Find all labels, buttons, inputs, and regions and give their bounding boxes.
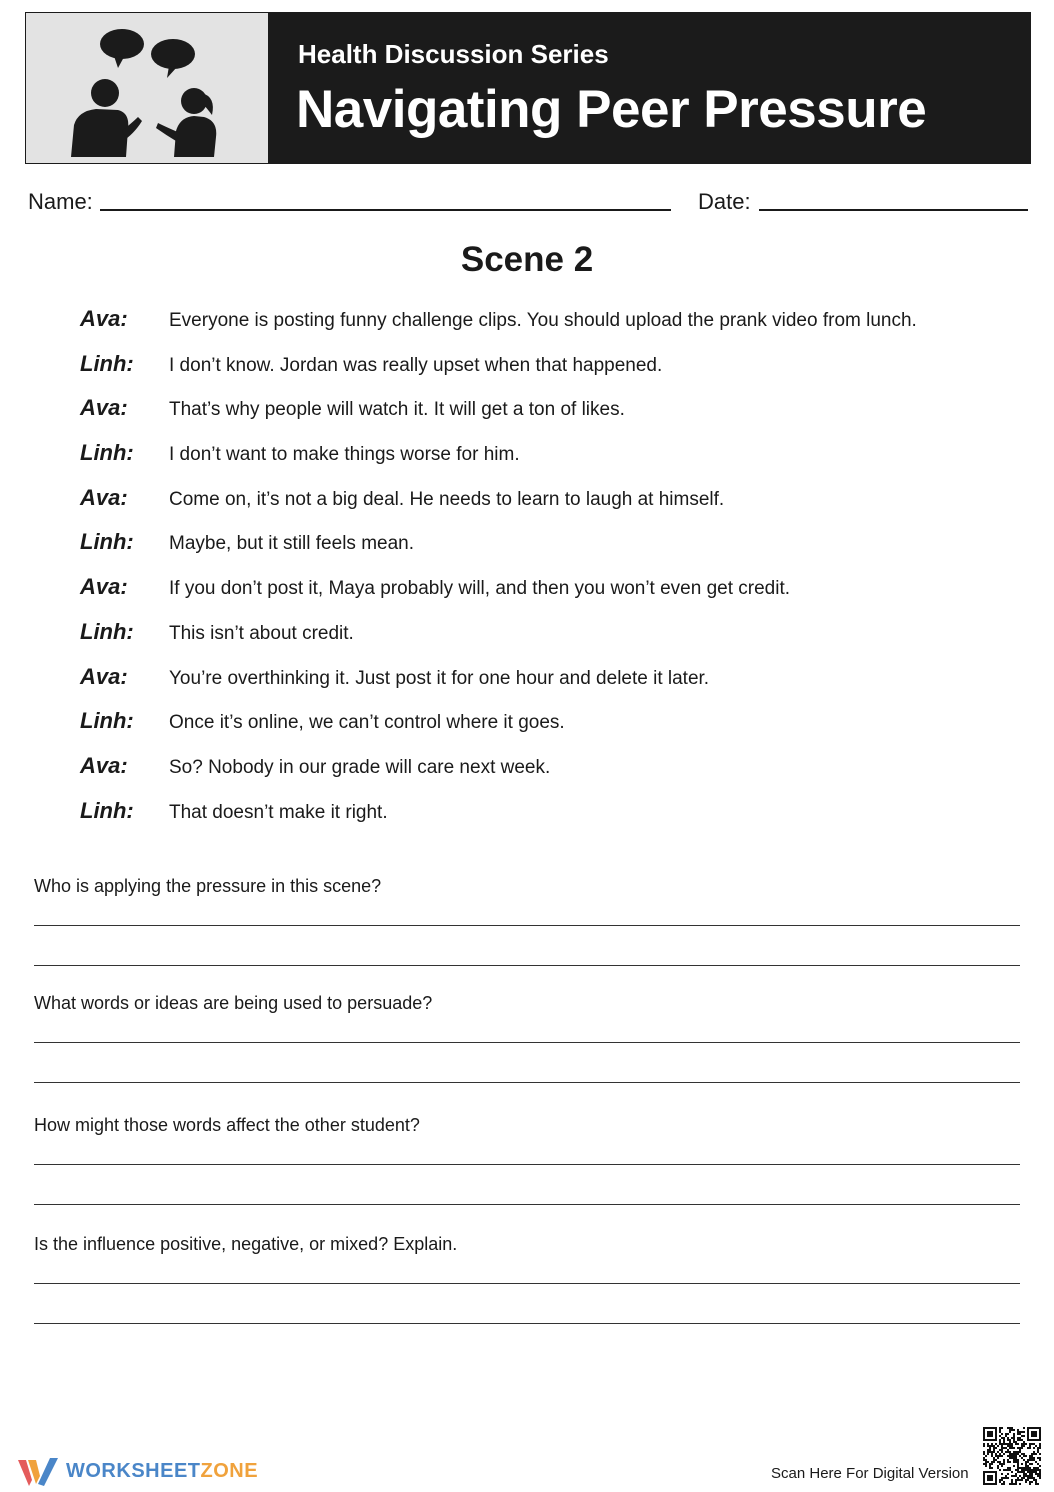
speech-text: I don’t know. Jordan was really upset when that happened. <box>169 354 663 376</box>
speech-text: You’re overthinking it. Just post it for one hour and delete it later. <box>169 667 710 689</box>
name-label: Name: <box>28 189 93 214</box>
answer-line[interactable] <box>34 925 1020 926</box>
question-prompt: How might those words affect the other student? <box>34 1115 420 1135</box>
speech-text: If you don’t post it, Maya probably will, and then you won’t even get credit. <box>169 578 791 600</box>
logo-wordmark: WORKSHEETZONE <box>66 1460 259 1482</box>
dialogue-line <box>80 523 1000 568</box>
speech-text: That doesn’t make it right. <box>169 801 388 823</box>
speaker-name: Linh: <box>80 618 134 644</box>
speech-text: Come on, it’s not a big deal. He needs to learn to laugh at himself. <box>169 488 725 510</box>
dialogue-line <box>80 568 1000 613</box>
dialogue-line <box>80 658 1000 703</box>
answer-line[interactable] <box>34 1042 1020 1043</box>
speaker-name: Linh: <box>80 529 134 555</box>
answer-line[interactable] <box>34 1204 1020 1205</box>
question-prompt: What words or ideas are being used to persuade? <box>34 993 433 1013</box>
answer-line[interactable] <box>34 1283 1020 1284</box>
question-prompt: Is the influence positive, negative, or mixed? Explain. <box>34 1234 458 1254</box>
speech-text: I don’t want to make things worse for him. <box>169 444 520 466</box>
dialogue-line <box>80 300 1000 345</box>
worksheet-header <box>25 12 1031 164</box>
speaker-name: Linh: <box>80 797 134 823</box>
dialogue-line <box>80 389 1000 434</box>
series-subtitle: Health Discussion Series <box>298 39 609 69</box>
dialogue-line <box>80 613 1000 658</box>
speech-text: This isn’t about credit. <box>169 622 354 644</box>
dialogue-line <box>80 792 1000 837</box>
dialogue-line <box>80 345 1000 390</box>
speaker-name: Ava: <box>80 752 128 778</box>
speaker-name: Linh: <box>80 350 134 376</box>
date-field[interactable] <box>759 209 1028 211</box>
dialogue-line <box>80 702 1000 747</box>
scan-instruction: Scan Here For Digital Version <box>771 1465 969 1482</box>
scene-title: Scene 2 <box>460 240 594 279</box>
speaker-name: Ava: <box>80 663 128 689</box>
dialogue-line <box>80 434 1000 479</box>
name-field[interactable] <box>100 209 671 211</box>
speech-text: Once it’s online, we can’t control where it goes. <box>169 712 565 734</box>
worksheetzone-logo <box>16 1454 259 1488</box>
speech-text: Maybe, but it still feels mean. <box>169 533 414 555</box>
speech-text: So? Nobody in our grade will care next week. <box>169 756 551 778</box>
speech-text: That’s why people will watch it. It will get a ton of likes. <box>169 399 625 421</box>
speaker-name: Linh: <box>80 708 134 734</box>
answer-line[interactable] <box>34 1323 1020 1324</box>
qr-code-icon[interactable] <box>983 1427 1041 1485</box>
answer-line[interactable] <box>34 965 1020 966</box>
question-prompt: Who is applying the pressure in this scene? <box>34 876 382 896</box>
two-people-talking-icon <box>26 13 268 163</box>
logo-mark-icon <box>16 1454 60 1488</box>
conversation-illustration <box>26 13 268 163</box>
answer-line[interactable] <box>34 1082 1020 1083</box>
speaker-name: Ava: <box>80 395 128 421</box>
speaker-name: Linh: <box>80 440 134 466</box>
answer-line[interactable] <box>34 1164 1020 1165</box>
dialogue-list <box>80 300 1000 836</box>
dialogue-line <box>80 479 1000 524</box>
date-label: Date: <box>698 189 751 214</box>
speaker-name: Ava: <box>80 306 128 331</box>
speech-text: Everyone is posting funny challenge clips. You should upload the prank video from lunch. <box>169 310 917 331</box>
worksheet-title: Navigating Peer Pressure <box>296 80 927 139</box>
speaker-name: Ava: <box>80 484 128 510</box>
dialogue-line <box>80 747 1000 792</box>
speaker-name: Ava: <box>80 574 128 600</box>
